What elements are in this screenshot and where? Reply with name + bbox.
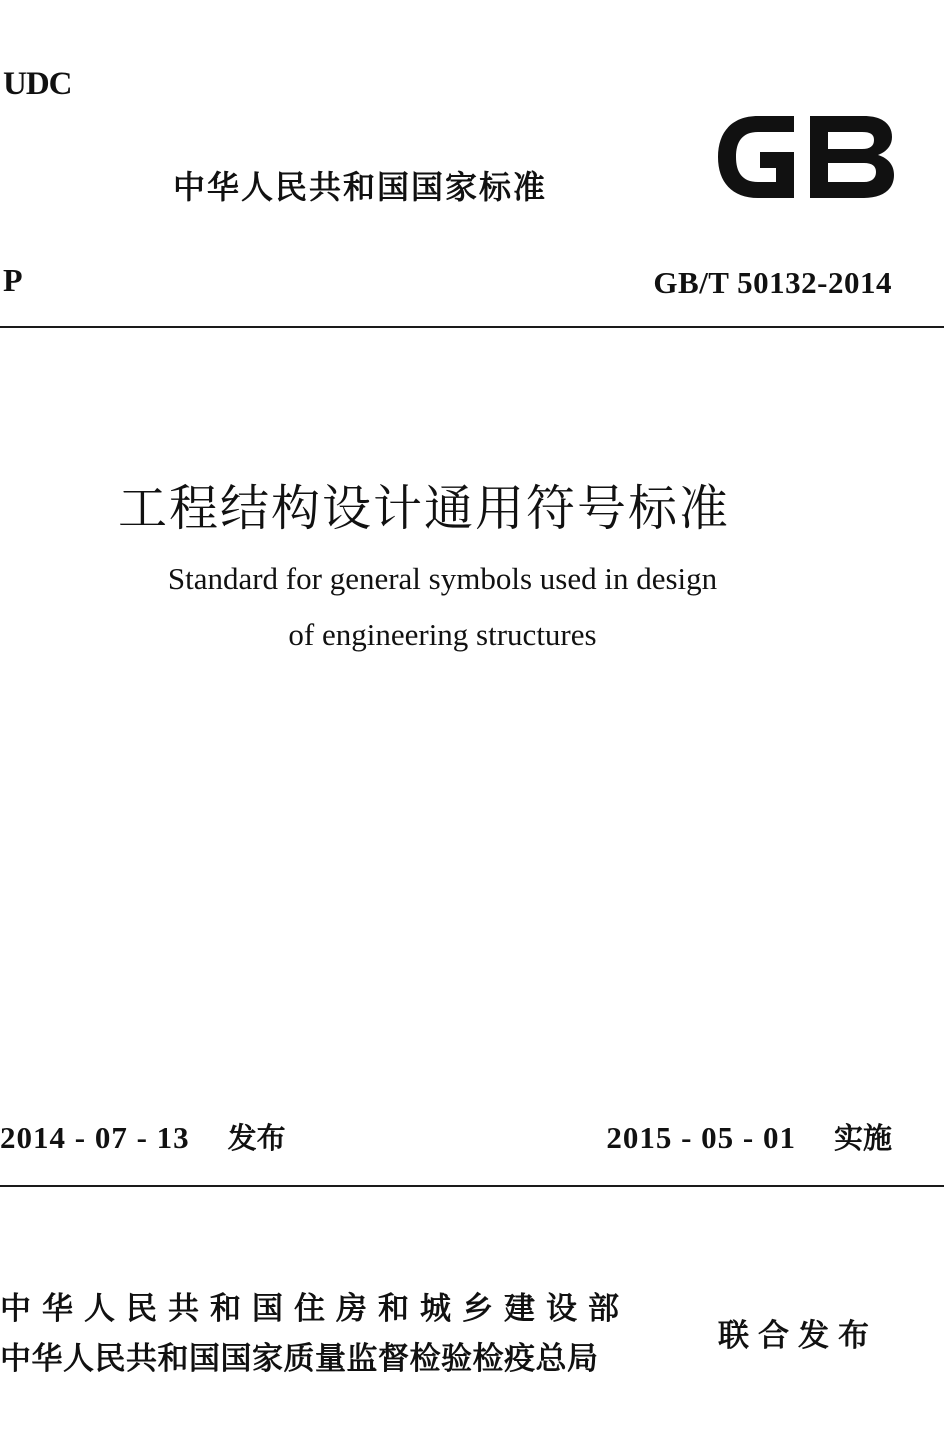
implementation-date: 2015 - 05 - 01: [606, 1120, 796, 1155]
gb-logo: [714, 112, 898, 202]
issue-date: 2014 - 07 - 13: [0, 1120, 190, 1155]
implementation-word: 实施: [833, 1121, 892, 1155]
title-chinese: 工程结构设计通用符号标准: [118, 480, 731, 537]
issuer-ministry: 中华人民共和国住房和城乡建设部: [0, 1291, 630, 1327]
implementation-date-line: [606, 1116, 892, 1157]
issuer-aqsiq: 中华人民共和国国家质量监督检验检疫总局: [0, 1341, 599, 1377]
classification-code: P: [3, 262, 23, 298]
gb-logo-b: [810, 116, 894, 198]
title-english-line-1: Standard for general symbols used in design: [167, 561, 718, 596]
national-standard-heading: 中华人民共和国国家标准: [173, 168, 548, 206]
title-english-line-2: of engineering structures: [288, 617, 597, 652]
top-divider: [0, 326, 944, 328]
udc-label: UDC: [3, 66, 72, 102]
joint-issue-label: 联合发布: [718, 1318, 878, 1354]
bottom-divider: [0, 1185, 944, 1187]
standard-number: GB/T 50132-2014: [653, 265, 892, 300]
issue-word: 发布: [227, 1121, 286, 1155]
gb-logo-g: [718, 116, 794, 198]
issue-date-line: [0, 1116, 286, 1157]
